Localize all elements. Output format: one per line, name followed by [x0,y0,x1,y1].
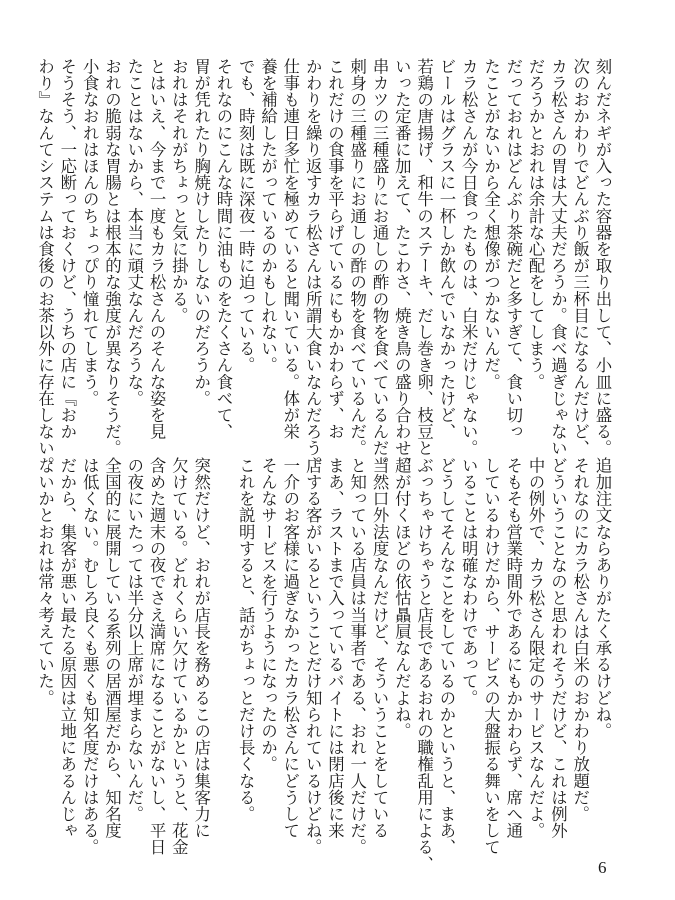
text-line: おれはそれがちょっと気に掛かる。 [169,58,189,324]
text-line: しているわけだから、サービスの大盤振る舞いをして [481,457,501,856]
text-line: 刺身の三種盛りにお通しの酢の物を食べているんだ。 [347,58,367,457]
text-line: は低くない。むしろ良くも悪くも知名度だけはある。 [80,457,100,856]
text-line: 全国的に展開している系列の居酒屋だから、知名度 [102,457,122,839]
text-line: そうそう、一応断っておくけど、うちの店に『おか [57,58,77,440]
text-line: 追加注文ならありがたく承るけどね。 [593,457,612,740]
text-line: 若鶏の唐揚げ、和牛のステーキ、だし巻き卵、枝豆と [414,58,434,457]
upper-text-block [35,58,613,473]
blank-line [212,457,234,839]
text-line: だから、集客が悪い最たる原因は立地にあるんじゃ [57,457,77,839]
text-line: わり』なんてシステムは食後のお茶以外に存在しない。 [35,58,55,473]
text-line: それなのにカラ松さんは白米のおかわり放題だ。 [570,457,590,823]
text-line: そんなサービスを行うようになったのか。 [258,457,278,773]
text-line: ぶっちゃけちゃうと店長であるおれの職権乱用による、 [414,457,434,872]
text-line: たことがないから全く想像がつかないんだ。 [481,58,501,390]
text-line: これを説明すると、話がちょっとだけ長くなる。 [236,457,256,823]
text-line: まあ、ラストまで入っているバイトには閉店後に来 [325,457,345,839]
text-line: でも、時刻は既に深夜一時に迫っている。 [236,58,256,374]
text-line: 串カツの三種盛りにお通しの酢の物を食べているんだ。 [370,58,390,473]
page-number: 6 [598,858,607,877]
text-line: いった定番に加えて、たこわさ、焼き鳥の盛り合わせ、 [392,58,412,473]
text-line: 含めた週末の夜でさえ満席になることがないし、平日 [147,457,167,856]
text-line: 突然だけど、おれが店長を務めるこの店は集客力に [191,457,211,839]
text-line: いることは明確なわけであって。 [459,457,479,706]
text-line: これだけの食事を平らげているにもかかわらず、お [325,58,345,440]
text-line: おれの脆弱な胃腸とは根本的な強度が異なりそうだ。 [102,58,122,457]
text-line: 一介のお客様に過ぎなかったカラ松さんにどうして [280,457,300,839]
text-line: 小食なおれはほんのちょっぴり憧れてしまう。 [80,58,100,407]
text-line: カラ松さんが今日食ったものは、白米だけじゃない。 [459,58,479,457]
text-line: たことはないから、本当に頑丈なんだろうな。 [124,58,144,407]
text-line: カラ松さんの胃は大丈夫だろうか。食べ過ぎじゃない [548,58,568,457]
text-line: それなのにこんな時間に油ものをたくさん食べて、 [213,58,233,440]
text-line: ビールはグラスに一杯しか飲んでいなかったけど、 [436,58,456,440]
text-line: の夜にいたっては半分以上席が埋まらないんだ。 [124,457,144,823]
text-line: 当然口外法度なんだけど、そういうことをしている [370,457,390,839]
text-line: どういうことなのと思われそうだけど、これは例外 [548,457,568,839]
text-line: 超が付くほどの依怙贔屓なんだよね。 [392,457,412,740]
text-line: 養を補給したがっているのかもしれない。 [258,58,278,374]
text-line: だっておれはどんぶり茶碗だと多すぎて、食い切っ [503,58,523,440]
lower-text-block [35,457,613,872]
text-line: 胃が凭れたり胸焼けしたりしないのだろうか。 [191,58,211,407]
text-line: だろうかとおれは余計な心配をしてしまう。 [526,58,546,390]
text-line: 欠けている。どれくらい欠けているかというと、花金 [169,457,189,856]
text-line: と知っている店員は当事者である、おれ一人だけだ。 [347,457,367,856]
text-line: 中の例外で、カラ松さん限定のサービスなんだよ。 [526,457,546,839]
text-line: 次のおかわりでどんぶり飯が三杯目になるんだけど、 [570,58,590,457]
text-line: どうしてそんなことをしているのかというと、まあ、 [436,457,456,856]
text-line: 店する客がいるということだけ知られているけどね。 [303,457,323,856]
text-line: ないかとおれは常々考えていた。 [35,457,55,706]
text-line: かわりを繰り返すカラ松さんは所謂大食いなんだろう。 [303,58,323,473]
text-line: 仕事も連日多忙を極めていると聞いている。体が栄 [280,58,300,440]
text-line: そもそも営業時間外であるにもかかわらず、席へ通 [503,457,523,839]
text-line: とはいえ、今まで一度もカラ松さんのそんな姿を見 [147,58,167,440]
text-line: 刻んだネギが入った容器を取り出して、小皿に盛る。 [593,58,612,457]
